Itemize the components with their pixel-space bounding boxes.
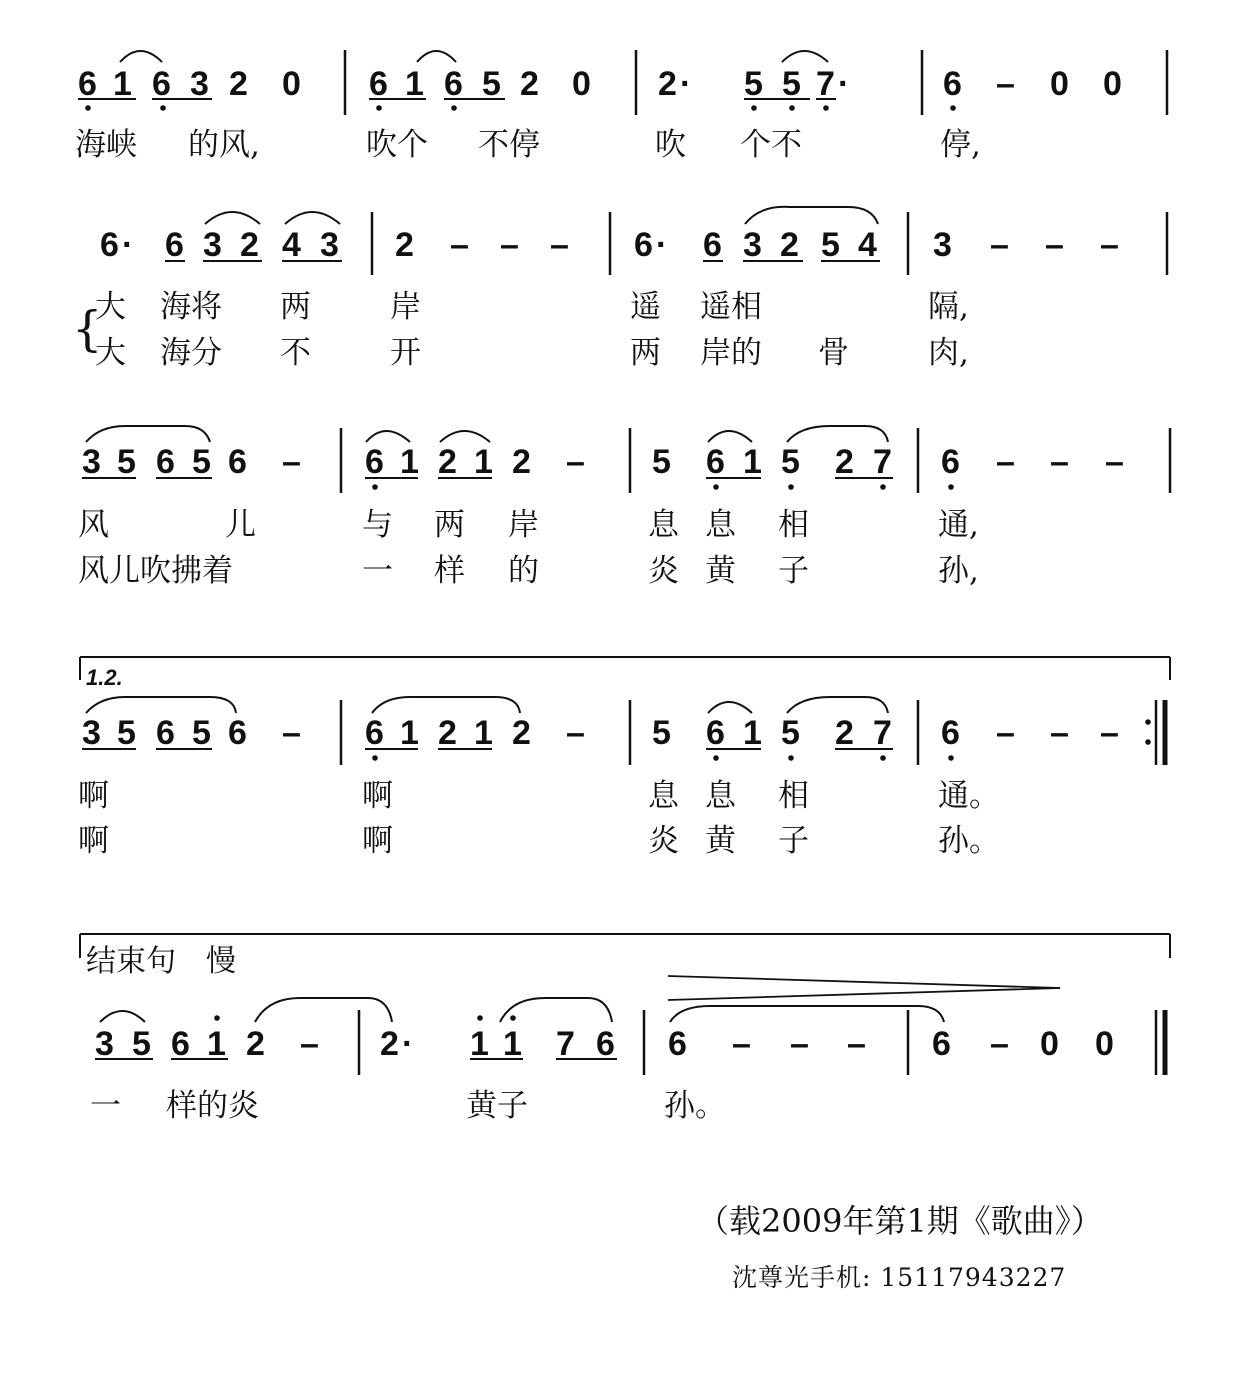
line-2-brace: { [72,301,103,357]
volta-bracket [80,657,1170,680]
note: 5 [482,65,501,103]
note: 1 [474,443,493,481]
lyric: 通。 [938,778,1000,814]
note: 2 [438,443,457,481]
note: 2 [835,443,854,481]
note: 1 [405,65,424,103]
note: 1 [743,714,762,752]
note: 6 [668,1025,687,1063]
note: – [282,443,301,481]
note: 7 [816,65,835,103]
note: 1 [743,443,762,481]
note: 1 [400,443,419,481]
note: – [996,65,1015,103]
note: 6 [941,443,960,481]
note: 5 [821,226,840,264]
note: 4 [858,226,877,264]
decrescendo-hairpin [668,976,1060,1000]
note: 3 [95,1025,114,1063]
note: – [990,1025,1009,1063]
note: – [996,443,1015,481]
lyric: 孙。 [664,1088,726,1124]
note: – [996,714,1015,752]
note: – [282,714,301,752]
line-4-repeat-end [1145,700,1165,765]
note: 4 [282,226,301,264]
note: – [1100,226,1119,264]
note: – [500,226,519,264]
note: 3 [190,65,209,103]
note: 3 [82,443,101,481]
note: – [990,226,1009,264]
lyric: 遥相 [700,289,762,325]
lyric: 黄子 [466,1088,528,1124]
tempo-marking: 慢 [206,944,236,979]
lyric: 肉, [928,335,969,371]
note: – [1105,443,1124,481]
lyric: 骨 [818,335,849,371]
note: 6 [171,1025,190,1063]
source-note: （载2009年第1期《歌曲》） [697,1202,1103,1240]
lyric: 一 [362,553,393,589]
note: 6 [706,714,725,752]
line-2-slurs [205,207,878,224]
line-3-slurs [86,426,888,442]
ending-bracket [80,934,1170,958]
note: 1 [503,1025,522,1063]
note: 3 [933,226,952,264]
note: 6 [365,714,384,752]
volta-label: 1.2. [86,665,123,690]
note: 2 [835,714,854,752]
line-1-notes [78,65,1122,103]
note: 6 [228,443,247,481]
lyric: 炎 [648,553,679,589]
note: 0 [1040,1025,1059,1063]
lyric: 海峡 [75,127,137,163]
note: 6 [100,226,119,264]
line-3-notes [82,443,1124,481]
lyric: 孙, [938,553,979,589]
lyric: 吹 [655,127,686,163]
note: 2 [229,65,248,103]
lyric: 停, [940,127,981,163]
lyric: 通, [938,507,979,543]
note: 7 [556,1025,575,1063]
note: 6 [228,714,247,752]
note: 3 [320,226,339,264]
lyric: 息 [705,778,736,814]
note: 3 [203,226,222,264]
note: – [732,1025,751,1063]
note: 3 [743,226,762,264]
note: 6 [932,1025,951,1063]
note: 2 [380,1025,399,1063]
note: 6 [703,226,722,264]
lyric: 孙。 [938,823,1000,859]
note: 5 [652,714,671,752]
note: 3 [82,714,101,752]
note: 0 [1050,65,1069,103]
note: 7 [873,443,892,481]
lyric: 儿 [225,507,256,543]
note: 6 [941,714,960,752]
note: 2 [658,65,677,103]
note: 5 [782,65,801,103]
lyric: 大 [95,289,126,325]
lyric: 岸 [390,289,421,325]
lyric: 不停 [478,127,540,163]
lyric: 黄 [705,553,736,589]
line-5-notes [95,1025,1114,1063]
note: 6 [78,65,97,103]
note: 5 [192,443,211,481]
note: – [450,226,469,264]
lyric: 啊 [362,778,393,814]
note: 6 [152,65,171,103]
line-5-barlines [359,1010,908,1075]
lyric: 隔, [928,289,969,325]
lyric: 息 [648,778,679,814]
lyric: 两 [434,507,465,543]
composer-contact: 沈尊光手机: 15117943227 [732,1263,1067,1292]
note: – [300,1025,319,1063]
note: 1 [400,714,419,752]
lyric: 一 [90,1088,121,1124]
lyric: 啊 [78,778,109,814]
line-5-slurs [100,998,944,1022]
lyric: 炎 [648,823,679,859]
note: 6 [156,714,175,752]
note: 5 [117,714,136,752]
note: 5 [781,443,800,481]
note: – [550,226,569,264]
lyric: 的 [508,553,539,589]
lyric: 的风, [188,127,260,163]
lyric: 个不 [740,127,802,163]
note: – [790,1025,809,1063]
note: 5 [132,1025,151,1063]
dot: · [656,226,668,264]
note: 6 [634,226,653,264]
note: 7 [873,714,892,752]
line-5-final-barline [1156,1010,1165,1075]
note: 2 [246,1025,265,1063]
lyric: 样 [434,553,465,589]
note: – [1050,443,1069,481]
note: 2 [512,714,531,752]
note: 0 [1103,65,1122,103]
ending-label: 结束句 [86,944,176,979]
note: 1 [207,1025,226,1063]
dot: · [402,1025,414,1063]
lyric: 风 [78,507,109,543]
lyric: 海分 [160,335,222,371]
lyric: 遥 [630,289,661,325]
lyric: 子 [778,553,809,589]
note: 5 [192,714,211,752]
note: 0 [572,65,591,103]
lyric: 黄 [705,823,736,859]
note: 5 [652,443,671,481]
note: 1 [113,65,132,103]
dot: · [122,226,134,264]
lyric: 开 [390,335,421,371]
note: 5 [744,65,763,103]
note: – [566,714,585,752]
lyric: 子 [778,823,809,859]
note: – [1100,714,1119,752]
note: 6 [943,65,962,103]
lyric: 两 [280,289,311,325]
lyric: 相 [778,778,809,814]
note: 0 [282,65,301,103]
note: 1 [474,714,493,752]
note: 6 [365,443,384,481]
note: 1 [470,1025,489,1063]
lyric: 不 [280,335,311,371]
note: 2 [240,226,259,264]
line-4-slurs [86,697,888,713]
lyric: 相 [778,507,809,543]
note: 5 [117,443,136,481]
line-1-slurs [120,51,828,62]
note: – [566,443,585,481]
lyric: 大 [95,335,126,371]
lyric: 两 [630,335,661,371]
lyric: 啊 [78,823,109,859]
note: 6 [369,65,388,103]
note: 0 [1095,1025,1114,1063]
lyric: 海将 [160,289,222,325]
note: 2 [395,226,414,264]
note: – [1045,226,1064,264]
lyric: 风儿吹拂着 [78,553,233,589]
lyric: 样的炎 [166,1088,259,1124]
note: 2 [520,65,539,103]
note: 6 [706,443,725,481]
note: 6 [596,1025,615,1063]
lyric: 息 [705,507,736,543]
note: 6 [156,443,175,481]
line-4-notes [82,714,1119,752]
dot: · [838,65,850,103]
lyric: 啊 [362,823,393,859]
note: 2 [438,714,457,752]
note: 6 [444,65,463,103]
note: 6 [165,226,184,264]
note: 2 [512,443,531,481]
lyric: 吹个 [366,127,428,163]
lyric: 岸的 [700,335,762,371]
note: 2 [780,226,799,264]
note: 5 [781,714,800,752]
lyric: 息 [648,507,679,543]
line-4-barlines [341,700,918,765]
note: – [847,1025,866,1063]
lyric: 与 [362,507,393,543]
dot: · [680,65,692,103]
note: – [1050,714,1069,752]
lyric: 岸 [508,507,539,543]
